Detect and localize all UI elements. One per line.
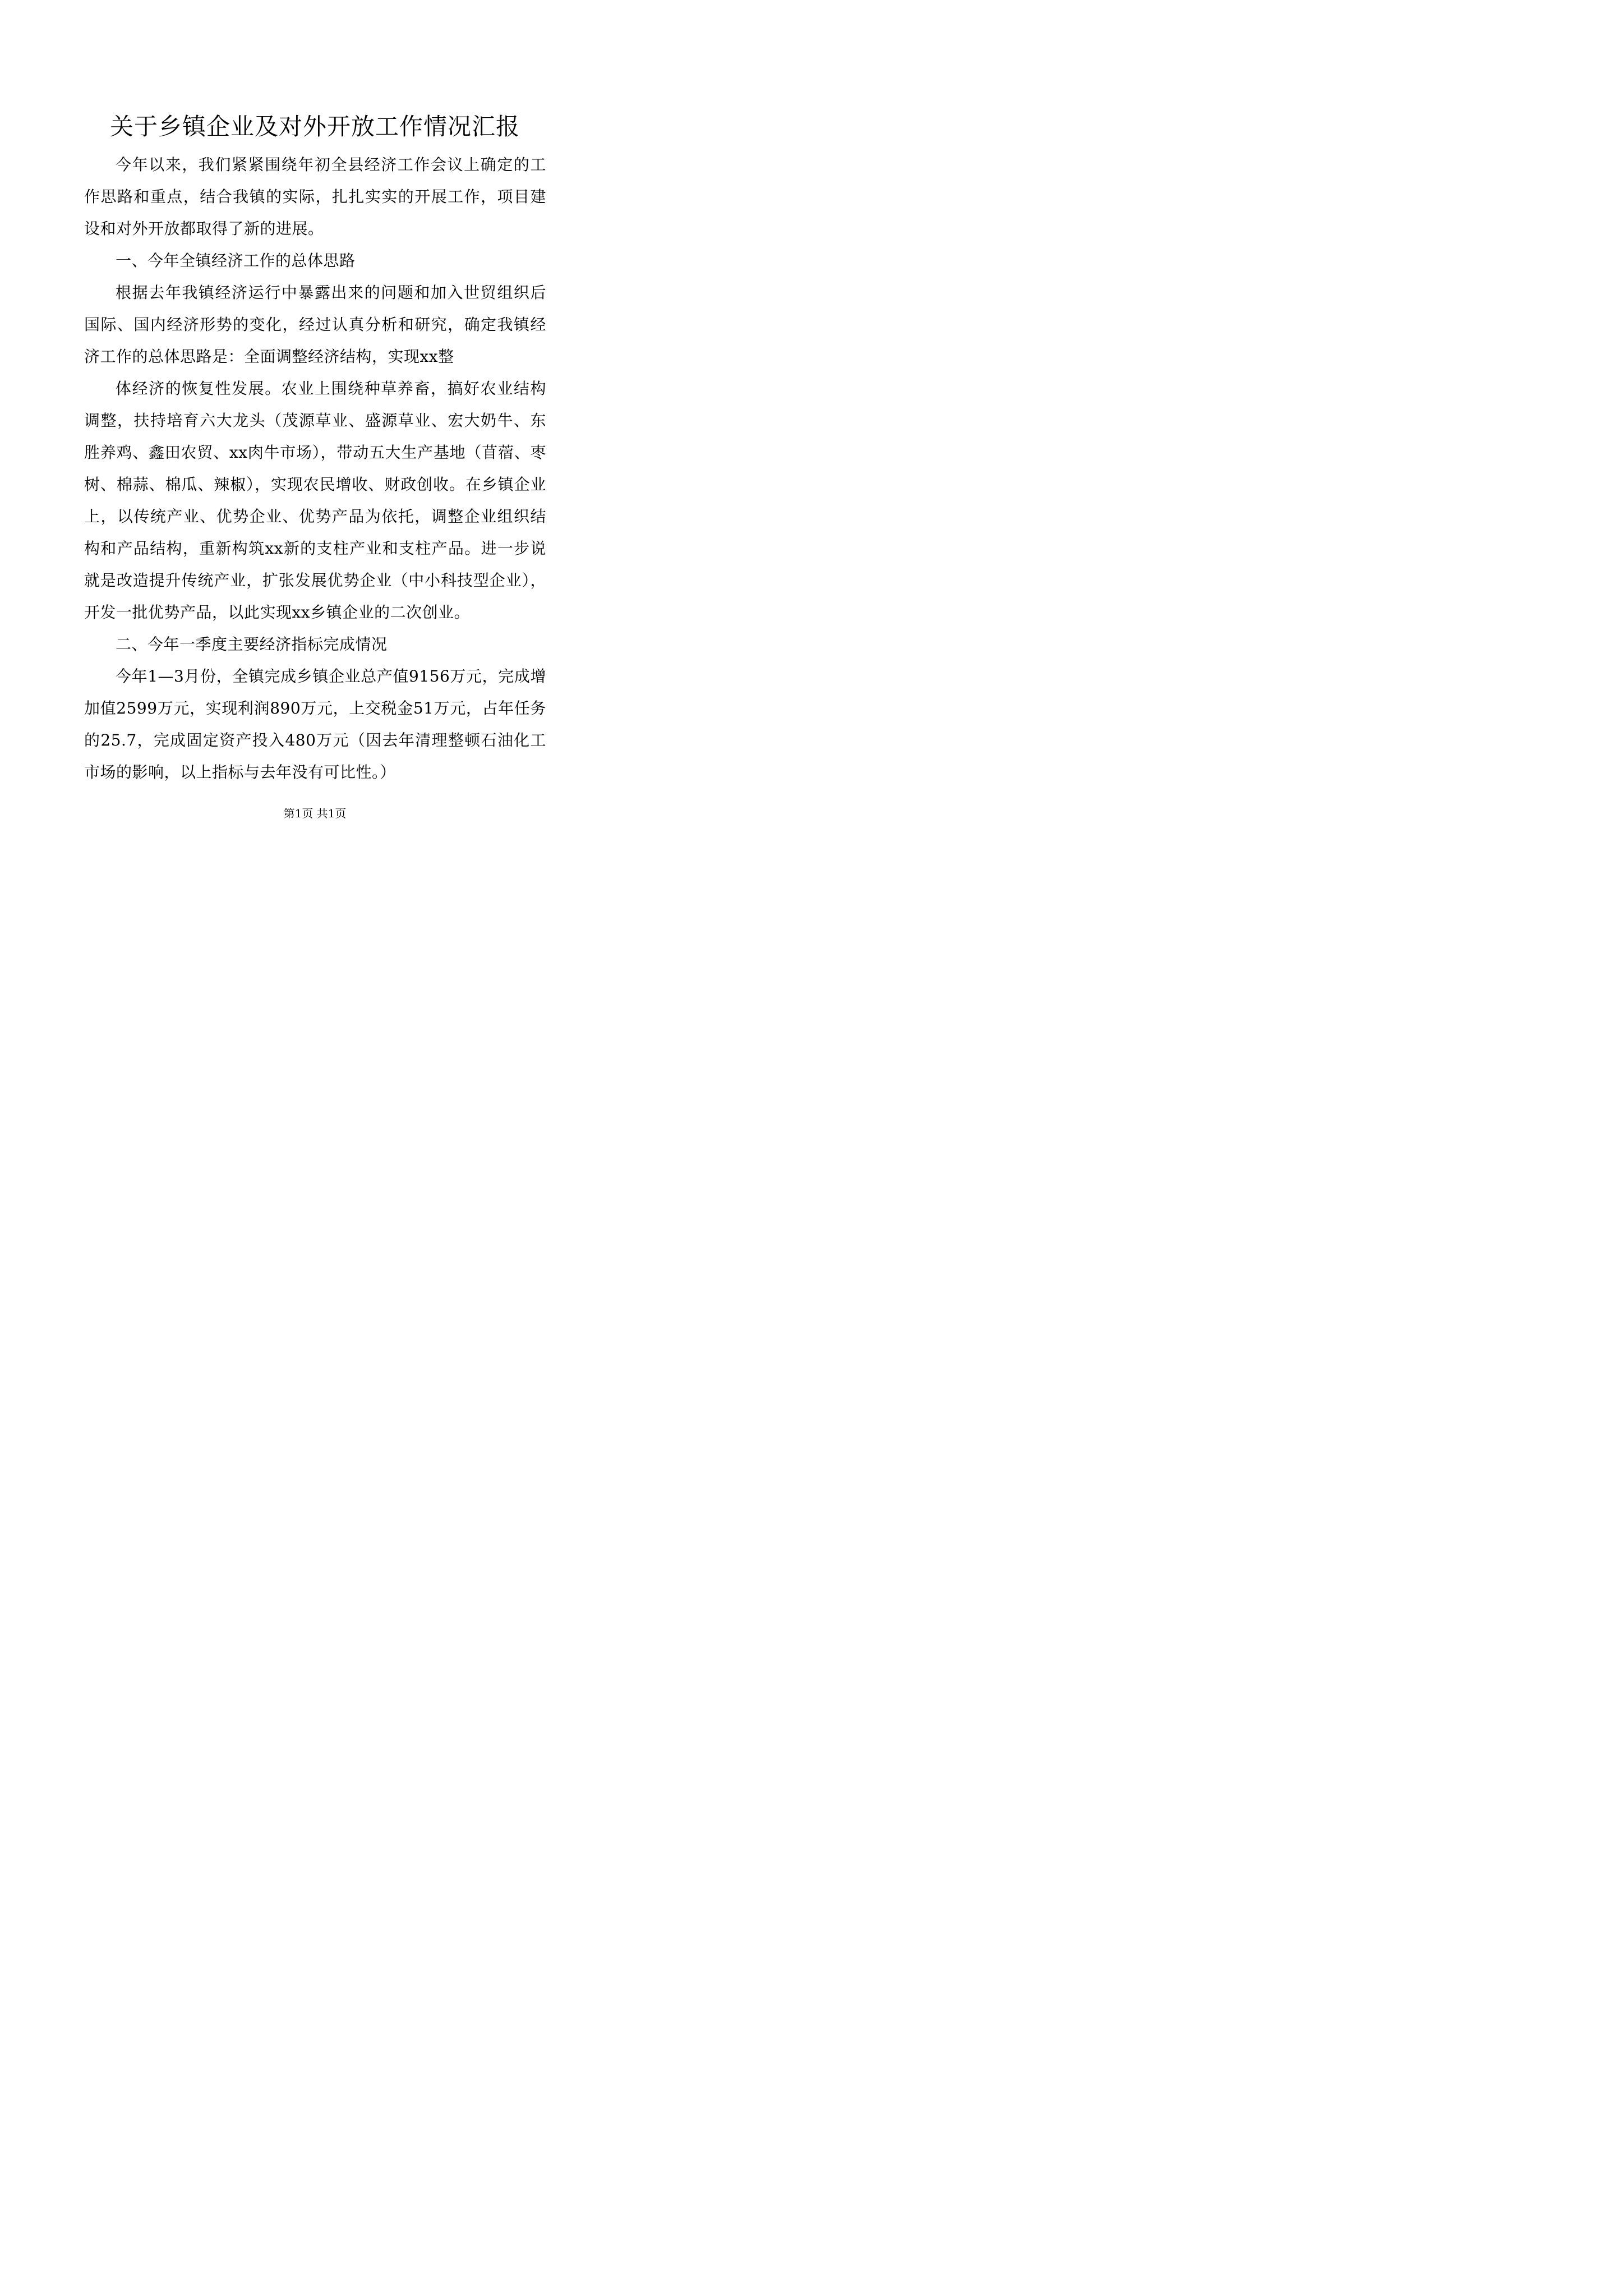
document-page [0, 0, 630, 890]
paragraph-agriculture-enterprise: 体经济的恢复性发展。农业上围绕种草养畜，搞好农业结构调整，扶持培育六大龙头（茂源草业、盛源草业、宏大奶牛、东胜养鸡、鑫田农贸、xx肉牛市场），带动五大生产基地（苜蓿、枣树、棉蒜、棉瓜、辣椒），实现农民增收、财政创收。在乡镇企业上，以传统产业、优势企业、优势产品为依托，调整企业组织结构和产品结构，重新构筑xx新的支柱产业和支柱产品。进一步说就是改造提升传统产业，扩张发展优势企业（中小科技型企业），开发一批优势产品，以此实现xx乡镇企业的二次创业。 [84, 379, 546, 622]
section-heading-1: 一、今年全镇经济工作的总体思路 [116, 251, 356, 270]
paragraph-intro: 今年以来，我们紧紧围绕年初全县经济工作会议上确定的工作思路和重点，结合我镇的实际，扎扎实实的开展工作，项目建设和对外开放都取得了新的进展。 [84, 155, 546, 238]
section-heading-2: 二、今年一季度主要经济指标完成情况 [116, 635, 388, 654]
document-body [84, 149, 546, 788]
paragraph-q1-indicators: 今年1—3月份，全镇完成乡镇企业总产值9156万元，完成增加值2599万元，实现利润890万元，上交税金51万元，占年任务的25.7，完成固定资产投入480万元（因去年清理整顿石油化工市场的影响，以上指标与去年没有可比性。） [84, 667, 546, 781]
document-title: 关于乡镇企业及对外开放工作情况汇报 [109, 113, 520, 140]
paragraph-general-approach: 根据去年我镇经济运行中暴露出来的问题和加入世贸组织后国际、国内经济形势的变化，经过认真分析和研究，确定我镇经济工作的总体思路是：全面调整经济结构，实现xx整 [84, 283, 546, 366]
page-number: 第1页 共1页 [283, 807, 347, 820]
